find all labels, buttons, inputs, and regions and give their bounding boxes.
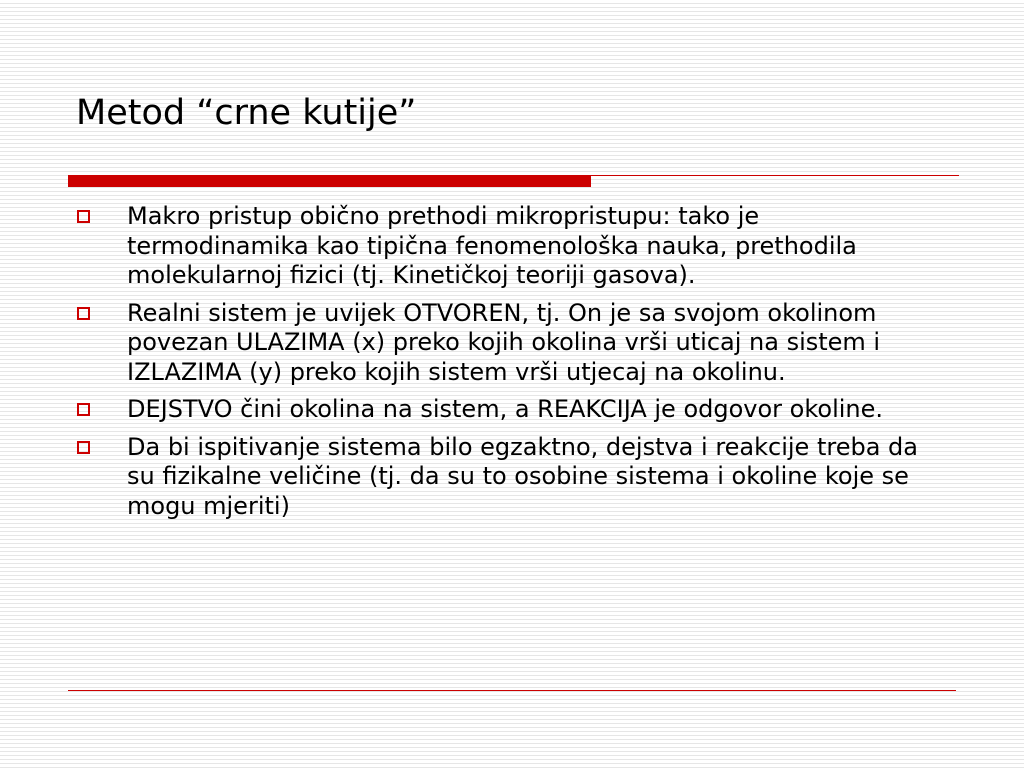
bullet-item-4 (76, 433, 946, 522)
bullet-text-4: Da bi ispitivanje sistema bilo egzaktno, dejstva i reakcije treba da su fizikalne veličine (tj. da su to osobine sistema i okoline koje se mogu mjeriti) (127, 432, 918, 520)
slide-title: Metod “crne kutije” (76, 93, 417, 133)
hollow-square-bullet-icon (77, 307, 90, 320)
hollow-square-bullet-icon (77, 210, 90, 223)
bullet-text-3: DEJSTVO čini okolina na sistem, a REAKCIJA je odgovor okoline. (127, 395, 884, 423)
bullet-text-1: Makro pristup obično prethodi mikropristupu: tako je termodinamika kao tipična fenomenološka nauka, prethodila molekularnoj fizici (tj. Kinetičkoj teoriji gasova). (127, 202, 857, 289)
hollow-square-bullet-icon (77, 403, 90, 416)
bullet-item-3 (76, 395, 946, 425)
title-underline-thin (591, 175, 959, 176)
hollow-square-bullet-icon (77, 441, 90, 454)
bullet-list (76, 202, 946, 529)
bullet-text-2: Realni sistem je uvijek OTVOREN, tj. On je sa svojom okolinom povezan ULAZIMA (x) preko kojih okolina vrši uticaj na sistem i IZLAZIMA (y) preko kojih sistem vrši utjecaj na okolinu. (127, 298, 881, 386)
bullet-item-2 (76, 299, 946, 388)
bullet-item-1 (76, 202, 946, 291)
footer-divider (68, 690, 956, 691)
title-underline-thick (68, 175, 591, 187)
